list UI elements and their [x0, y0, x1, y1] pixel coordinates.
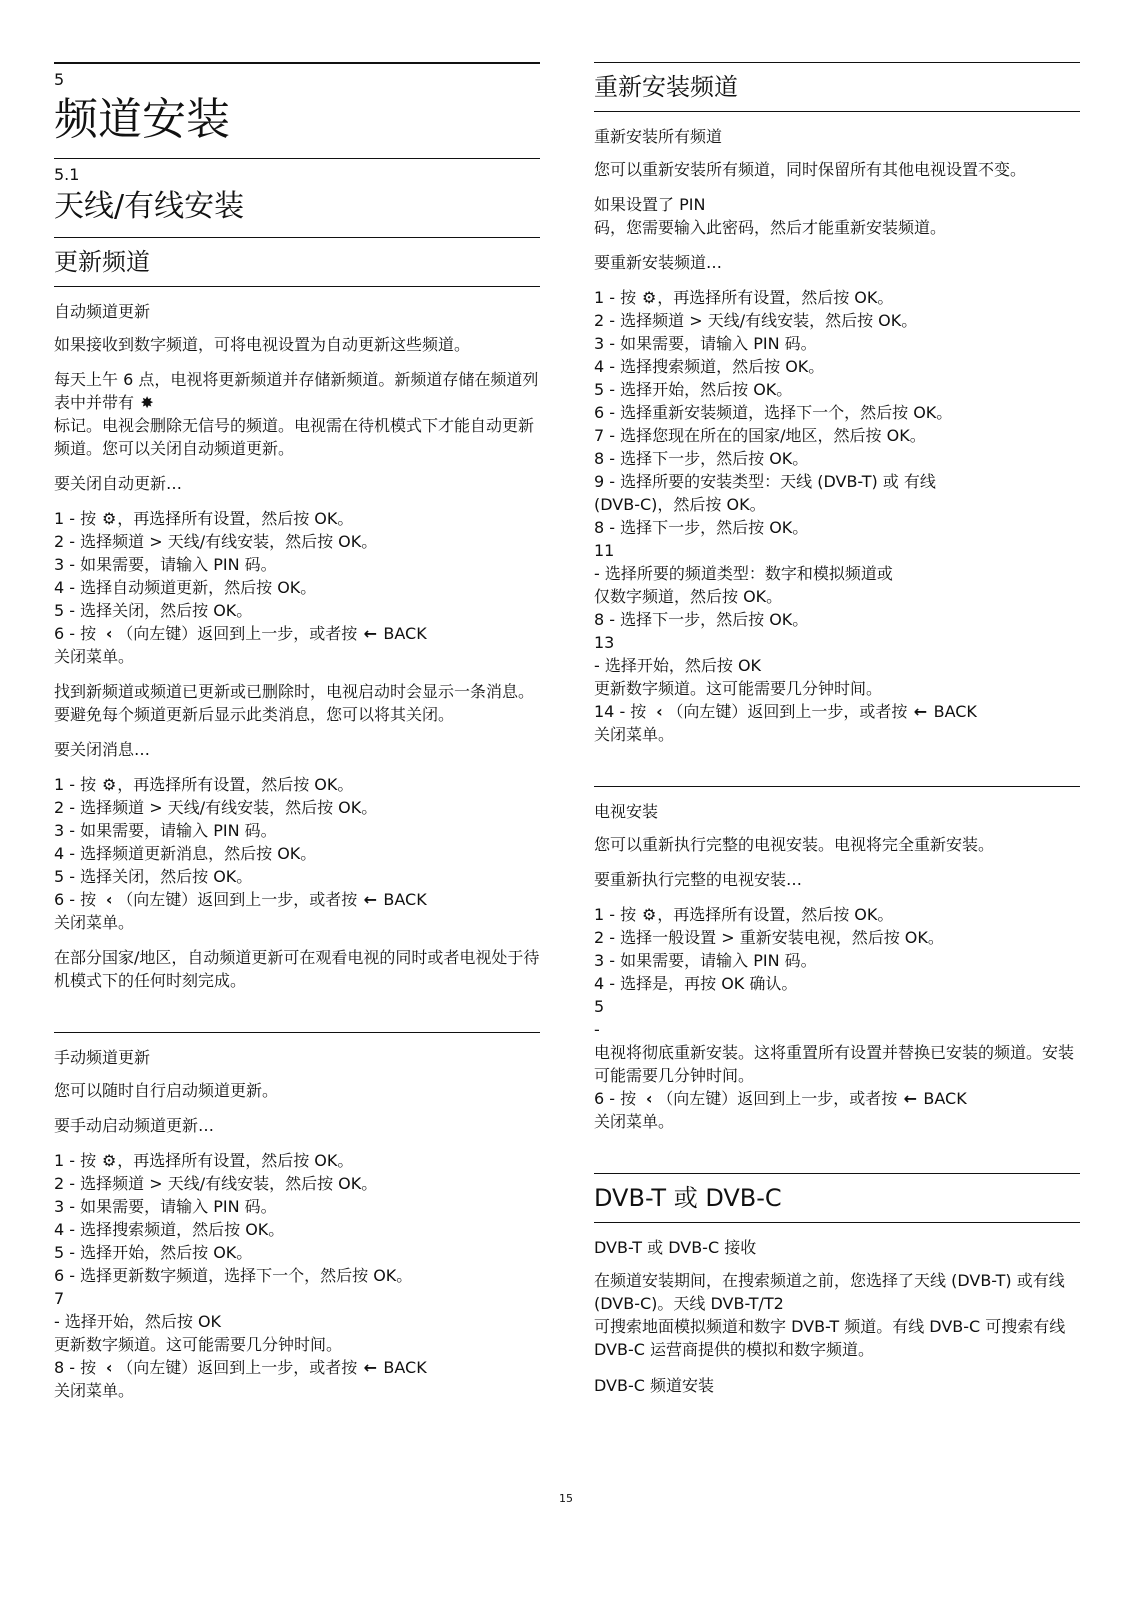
dvb-reception-heading: DVB-T 或 DVB-C 接收: [594, 1238, 757, 1257]
reinstall-intro: 您可以重新安装所有频道，同时保留所有其他电视设置不变。: [594, 160, 1027, 179]
back-arrow-icon: ←: [363, 1358, 378, 1377]
list-item: 11: [594, 541, 615, 560]
list-item: 5: [594, 997, 605, 1016]
list-item: 3 - 如果需要，请输入 PIN 码。: [54, 555, 277, 574]
list-item: -: [594, 1020, 600, 1039]
tv-install-steps: [594, 903, 1080, 1133]
list-item: 更新数字频道。这可能需要几分钟时间。: [54, 1335, 343, 1354]
chevron-left-icon: ‹: [105, 890, 113, 909]
list-item: 关闭菜单。: [594, 725, 675, 744]
tv-install-lead: 要重新执行完整的电视安装…: [594, 870, 803, 889]
list-item: 7 - 选择您现在所在的国家/地区，然后按 OK。: [594, 426, 926, 445]
manual-update-intro: 您可以随时自行启动频道更新。: [54, 1081, 279, 1100]
star-icon: ✸: [140, 393, 154, 412]
gear-icon: ⚙: [102, 1151, 117, 1170]
gear-icon: ⚙: [642, 905, 657, 924]
list-item: 6 - 按 ‹ （向左键）返回到上一步，或者按 ← BACK: [594, 1089, 967, 1108]
list-item: 4 - 选择自动频道更新，然后按 OK。: [54, 578, 317, 597]
chevron-left-icon: ‹: [105, 1358, 113, 1377]
back-arrow-icon: ←: [363, 890, 378, 909]
list-item: 关闭菜单。: [54, 1381, 135, 1400]
list-item: 5 - 选择开始，然后按 OK。: [54, 1243, 253, 1262]
list-item: 6 - 选择更新数字频道，选择下一个，然后按 OK。: [54, 1266, 413, 1285]
manual-update-steps: [54, 1149, 540, 1402]
section-number: 5.1: [54, 165, 80, 184]
page-number: 15: [559, 1492, 573, 1505]
list-item: 1 - 按 ⚙，再选择所有设置，然后按 OK。: [594, 905, 894, 924]
update-heading: 更新频道: [54, 238, 540, 287]
list-item: 6 - 按 ‹ （向左键）返回到上一步，或者按 ← BACK: [54, 890, 427, 909]
list-item: 13: [594, 633, 615, 652]
manual-update-block: [54, 1032, 540, 1402]
list-item: 2 - 选择频道 > 天线/有线安装，然后按 OK。: [54, 532, 378, 551]
list-item: 1 - 按 ⚙，再选择所有设置，然后按 OK。: [54, 775, 354, 794]
turn-off-auto-steps: [54, 507, 540, 668]
list-item: 2 - 选择频道 > 天线/有线安装，然后按 OK。: [54, 798, 378, 817]
turn-off-msg-heading: 要关闭消息…: [54, 740, 151, 759]
list-item: 4 - 选择频道更新消息，然后按 OK。: [54, 844, 317, 863]
chapter-number: 5: [54, 70, 65, 89]
list-item: 仅数字频道，然后按 OK。: [594, 587, 783, 606]
gear-icon: ⚙: [102, 509, 117, 528]
region-note: 在部分国家/地区，自动频道更新可在观看电视的同时或者电视处于待机模式下的任何时刻完成。: [54, 948, 540, 990]
list-item: 电视将彻底重新安装。这将重置所有设置并替换已安装的频道。安装可能需要几分钟时间。: [594, 1043, 1075, 1085]
manual-update-heading: 手动频道更新: [54, 1048, 151, 1067]
list-item: 5 - 选择关闭，然后按 OK。: [54, 601, 253, 620]
list-item: (DVB-C)，然后按 OK。: [594, 495, 766, 514]
tv-install-heading: 电视安装: [594, 802, 659, 821]
list-item: 2 - 选择频道 > 天线/有线安装，然后按 OK。: [54, 1174, 378, 1193]
manual-start-heading: 要手动启动频道更新…: [54, 1116, 215, 1135]
chapter-rule: [54, 62, 540, 64]
list-item: 更新数字频道。这可能需要几分钟时间。: [594, 679, 883, 698]
list-item: 6 - 按 ‹ （向左键）返回到上一步，或者按 ← BACK: [54, 624, 427, 643]
list-item: 1 - 按 ⚙，再选择所有设置，然后按 OK。: [594, 288, 894, 307]
reinstall-pin-note: 如果设置了 PIN 码，您需要输入此密码，然后才能重新安装频道。: [594, 195, 947, 237]
list-item: 8 - 选择下一步，然后按 OK。: [594, 449, 809, 468]
turn-off-auto-heading: 要关闭自动更新…: [54, 474, 183, 493]
turn-off-msg-steps: [54, 773, 540, 934]
list-item: 4 - 选择搜索频道，然后按 OK。: [594, 357, 825, 376]
list-item: 关闭菜单。: [54, 913, 135, 932]
reinstall-heading: 重新安装频道: [594, 63, 1080, 112]
list-item: 3 - 如果需要，请输入 PIN 码。: [594, 951, 817, 970]
dvb-desc: 在频道安装期间，在搜索频道之前，您选择了天线 (DVB-T) 或有线 (DVB-C)。天线 DVB-T/T2 可搜索地面模拟频道和数字 DVB-T 频道。有线 DVB-C 可搜索有线 DVB-C 运营商提供的模拟和数字频道。: [594, 1271, 1066, 1359]
chevron-left-icon: ‹: [656, 702, 663, 721]
list-item: 关闭菜单。: [54, 647, 135, 666]
reinstall-lead: 要重新安装频道…: [594, 253, 723, 272]
tv-install-block: [594, 786, 1080, 1133]
auto-update-heading: 自动频道更新: [54, 302, 151, 321]
list-item: 9 - 选择所要的安装类型：天线 (DVB-T) 或 有线: [594, 472, 936, 491]
left-column: [54, 62, 540, 1414]
list-item: 2 - 选择一般设置 > 重新安装电视，然后按 OK。: [594, 928, 944, 947]
list-item: 4 - 选择搜索频道，然后按 OK。: [54, 1220, 285, 1239]
list-item: - 选择所要的频道类型：数字和模拟频道或: [594, 564, 893, 583]
chevron-left-icon: ‹: [105, 624, 113, 643]
list-item: - 选择开始，然后按 OK: [594, 656, 762, 675]
list-item: 2 - 选择频道 > 天线/有线安装，然后按 OK。: [594, 311, 918, 330]
list-item: 3 - 如果需要，请输入 PIN 码。: [54, 821, 277, 840]
update-message-desc: 找到新频道或频道已更新或已删除时，电视启动时会显示一条消息。要避免每个频道更新后显示此类消息，您可以将其关闭。: [54, 682, 535, 724]
auto-update-intro: 如果接收到数字频道，可将电视设置为自动更新这些频道。: [54, 335, 471, 354]
list-item: 8 - 选择下一步，然后按 OK。: [594, 518, 809, 537]
chevron-left-icon: ‹: [645, 1089, 653, 1108]
tv-install-intro: 您可以重新执行完整的电视安装。电视将完全重新安装。: [594, 835, 995, 854]
list-item: 5 - 选择关闭，然后按 OK。: [54, 867, 253, 886]
back-arrow-icon: ←: [903, 1089, 918, 1108]
back-arrow-icon: ←: [913, 702, 928, 721]
list-item: 1 - 按 ⚙，再选择所有设置，然后按 OK。: [54, 509, 354, 528]
gear-icon: ⚙: [642, 288, 657, 307]
dvb-c-install-heading: DVB-C 频道安装: [594, 1376, 714, 1395]
list-item: 14 - 按 ‹ （向左键）返回到上一步，或者按 ← BACK: [594, 702, 977, 721]
back-arrow-icon: ←: [363, 624, 378, 643]
reinstall-all-heading: 重新安装所有频道: [594, 127, 723, 146]
list-item: 6 - 选择重新安装频道，选择下一个，然后按 OK。: [594, 403, 953, 422]
list-item: 7: [54, 1289, 65, 1308]
list-item: 3 - 如果需要，请输入 PIN 码。: [594, 334, 817, 353]
list-item: 1 - 按 ⚙，再选择所有设置，然后按 OK。: [54, 1151, 354, 1170]
dvb-heading: DVB-T 或 DVB-C: [594, 1174, 1080, 1223]
list-item: - 选择开始，然后按 OK: [54, 1312, 222, 1331]
gear-icon: ⚙: [102, 775, 117, 794]
list-item: 关闭菜单。: [594, 1112, 675, 1131]
list-item: 8 - 选择下一步，然后按 OK。: [594, 610, 809, 629]
auto-update-desc: 每天上午 6 点，电视将更新频道并存储新频道。新频道存储在频道列表中并带有 ✸ 标记。电视会删除无信号的频道。电视需在待机模式下才能自动更新频道。您可以关闭自动频道更新。: [54, 370, 539, 458]
section-rule: [54, 158, 540, 159]
section-title: 天线/有线安装: [54, 189, 245, 224]
list-item: 5 - 选择开始，然后按 OK。: [594, 380, 793, 399]
list-item: 4 - 选择是，再按 OK 确认。: [594, 974, 798, 993]
right-column: [594, 62, 1080, 1407]
chapter-title: 频道安装: [54, 94, 230, 145]
list-item: 3 - 如果需要，请输入 PIN 码。: [54, 1197, 277, 1216]
list-item: 8 - 按 ‹ （向左键）返回到上一步，或者按 ← BACK: [54, 1358, 427, 1377]
reinstall-steps: [594, 286, 1080, 746]
